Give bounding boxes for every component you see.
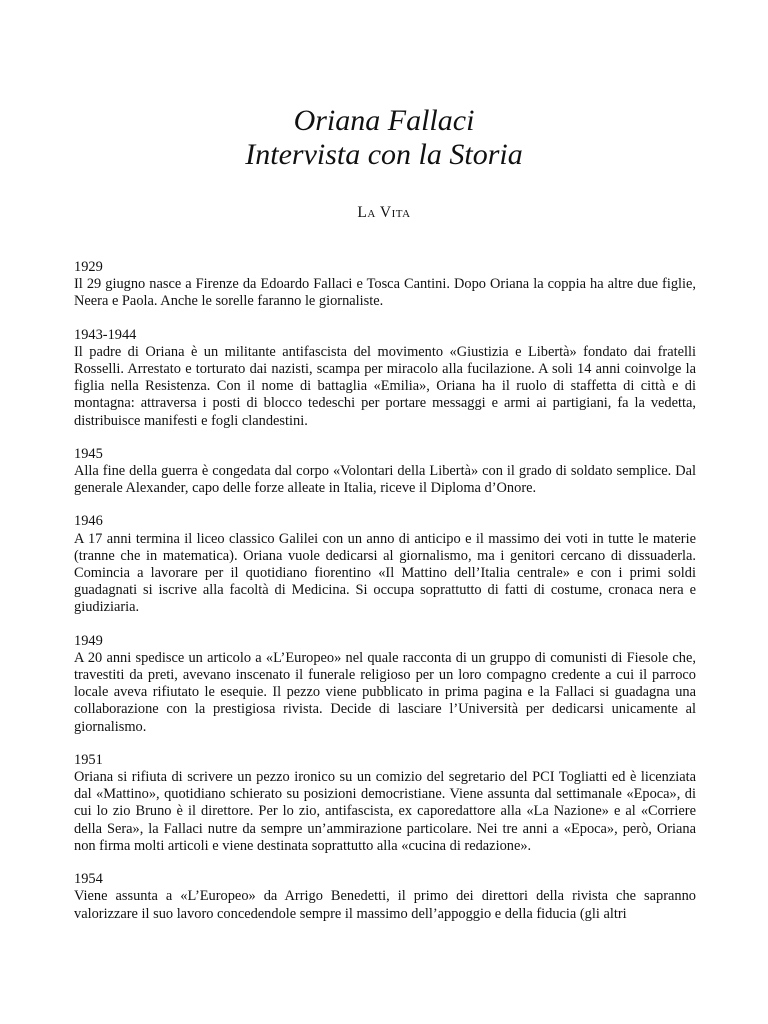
document-title-book: Intervista con la Storia (245, 138, 523, 171)
entry-text: A 17 anni termina il liceo classico Galilei con un anno di anticipo e il massimo dei voti in tutte le materie (tranne che in matematica). Oriana vuole dedicarsi al giornalismo, ma i genitori cercano di dissuaderla. Comincia a lavorare per il quotidiano fiorentino «Il Mattino dell’Italia centrale» e con i primi soldi guadagnati si iscrive alla facoltà di Medicina. Si occupa soprattutto di fatti di costume, cronaca nera e giudiziaria. (74, 530, 696, 616)
entry-text: A 20 anni spedisce un articolo a «L’Europeo» nel quale racconta di un gruppo di comunisti di Fiesole che, travestiti da preti, avevano inscenato il funerale religioso per un loro compagno credente a cui il parroco locale aveva rifiutato le esequie. Il pezzo viene pubblicato in prima pagina e la Fallaci si guadagna una collaborazione con la prestigiosa rivista. Decide di lasciare l’Università per dedicarsi unicamente al giornalismo. (74, 649, 696, 735)
entry-text: Alla fine della guerra è congedata dal corpo «Volontari della Libertà» con il grado di soldato semplice. Dal generale Alexander, capo delle forze alleate in Italia, riceve il Diploma d’Onore. (74, 463, 696, 497)
timeline-entry (74, 259, 696, 311)
section-heading-text: La Vita (357, 204, 411, 221)
entry-text: Viene assunta a «L’Europeo» da Arrigo Benedetti, il primo dei direttori della rivista che sapranno valorizzare il suo lavoro concedendole sempre il massimo dell’appoggio e della fiducia (gli altri (74, 888, 696, 922)
entry-year: 1929 (74, 259, 103, 275)
entry-year: 1954 (74, 871, 103, 888)
timeline-entry (74, 327, 696, 430)
entry-text: Il padre di Oriana è un militante antifascista del movimento «Giustizia e Libertà» fondato dai fratelli Rosselli. Arrestato e torturato dai nazisti, scampa per miracolo alla fucilazione. A soli 14 anni coinvolge la figlia nella Resistenza. Con il nome di battaglia «Emilia», Oriana ha il ruolo di staffetta di città e di montagna: attraversa i posti di blocco tedeschi per portare messaggi e armi ai partigiani, fa la vedetta, distribuisce manifesti e fogli clandestini. (74, 343, 696, 429)
entry-text: Oriana si rifiuta di scrivere un pezzo ironico su un comizio del segretario del PCI Togliatti ed è licenziata dal «Mattino», quotidiano schierato su posizioni democristiane. Viene assunta dal settimanale «Epoca», di cui lo zio Bruno è il direttore. Per lo zio, antifascista, ex caporedattore alla «La Nazione» e al «Corriere della Sera», la Fallaci nutre da sempre un’ammirazione particolare. Nei tre anni a «Epoca», però, Oriana non firma molti articoli e viene destinata soprattutto alla «cucina di redazione». (74, 769, 696, 854)
entry-year: 1951 (74, 751, 103, 768)
entry-year: 1946 (74, 513, 103, 530)
timeline-entry (74, 633, 696, 736)
timeline-entry (74, 513, 696, 616)
entry-year: 1945 (74, 445, 103, 462)
document-title-author: Oriana Fallaci (293, 104, 475, 137)
timeline-content (74, 259, 696, 939)
entry-year: 1943-1944 (74, 326, 137, 343)
entry-text: Il 29 giugno nasce a Firenze da Edoardo Fallaci e Tosca Cantini. Dopo Oriana la coppia ha altre due figlie, Neera e Paola. Anche le sorelle faranno le giornaliste. (74, 276, 696, 310)
timeline-entry (74, 446, 696, 498)
timeline-entry (74, 871, 696, 923)
entry-year: 1949 (74, 632, 103, 649)
timeline-entry (74, 752, 696, 855)
section-heading (0, 204, 768, 222)
